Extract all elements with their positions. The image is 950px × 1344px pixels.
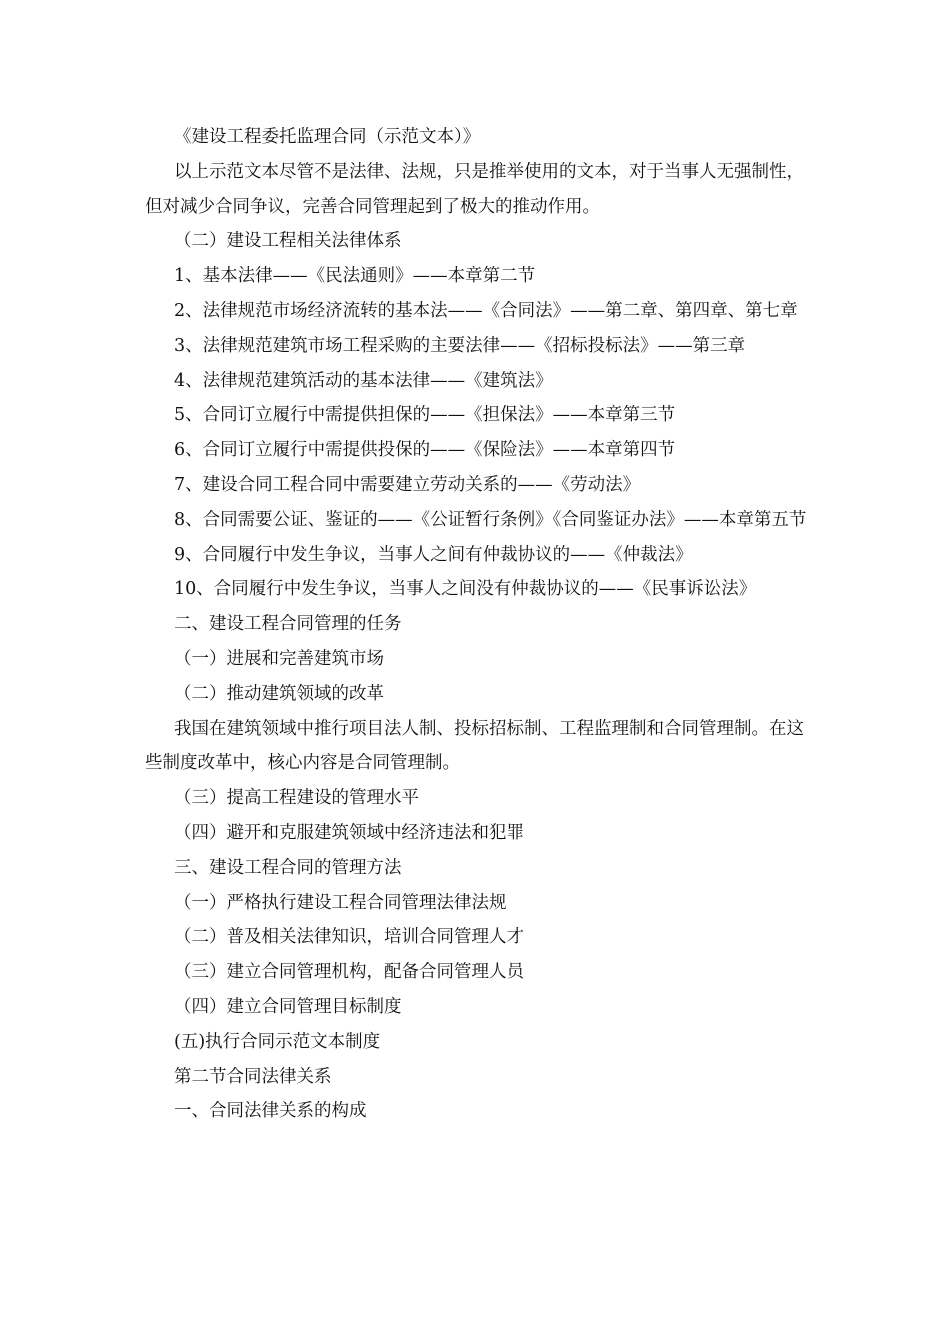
paragraph-19: （四）避开和克服建筑领域中经济违法和犯罪: [174, 822, 524, 843]
paragraph-6: 3、法律规范建筑市场工程采购的主要法律——《招标投标法》——第三章: [174, 335, 746, 356]
paragraph-4: 1、基本法律——《民法通则》——本章第二节: [174, 266, 536, 287]
paragraph-18: （三）提高工程建设的管理水平: [174, 788, 419, 809]
paragraph-10: 7、建设合同工程合同中需要建立劳动关系的——《劳动法》: [174, 474, 641, 495]
paragraph-14: 二、建设工程合同管理的任务: [174, 614, 402, 635]
paragraph-22: （二）普及相关法律知识，培训合同管理人才: [174, 927, 524, 948]
paragraph-11: 8、合同需要公证、鉴证的——《公证暂行条例》《合同鉴证办法》——本章第五节: [174, 509, 807, 530]
paragraph-15: （一）进展和完善建筑市场: [174, 648, 384, 669]
document-body: [145, 120, 815, 1129]
paragraph-1: 《建设工程委托监理合同（示范文本）》: [174, 127, 481, 147]
paragraph-5: 2、法律规范市场经济流转的基本法——《合同法》——第二章、第四章、第七章: [174, 300, 798, 321]
paragraph-16: （二）推动建筑领域的改革: [174, 683, 384, 704]
paragraph-2: 以上示范文本尽管不是法律、法规，只是推举使用的文本，对于当事人无强制性，但对减少合同争议，完善合同管理起到了极大的推动作用。: [145, 161, 804, 217]
paragraph-12: 9、合同履行中发生争议，当事人之间有仲裁协议的——《仲裁法》: [174, 544, 693, 565]
paragraph-3: （二）建设工程相关法律体系: [174, 231, 402, 252]
paragraph-27: 一、合同法律关系的构成: [174, 1101, 367, 1122]
paragraph-26: 第二节合同法律关系: [174, 1066, 332, 1087]
paragraph-7: 4、法律规范建筑活动的基本法律——《建筑法》: [174, 370, 553, 391]
paragraph-13: 10、合同履行中发生争议，当事人之间没有仲裁协议的——《民事诉讼法》: [174, 579, 757, 600]
paragraph-20: 三、建设工程合同的管理方法: [174, 857, 402, 878]
paragraph-23: （三）建立合同管理机构，配备合同管理人员: [174, 962, 524, 983]
paragraph-24: （四）建立合同管理目标制度: [174, 996, 402, 1017]
paragraph-9: 6、合同订立履行中需提供投保的——《保险法》——本章第四节: [174, 440, 676, 461]
paragraph-25: (五)执行合同示范文本制度: [174, 1031, 381, 1052]
paragraph-17: 我国在建筑领域中推行项目法人制、投标招标制、工程监理制和合同管理制。在这些制度改革中，核心内容是合同管理制。: [145, 718, 804, 774]
paragraph-21: （一）严格执行建设工程合同管理法律法规: [174, 892, 507, 913]
paragraph-8: 5、合同订立履行中需提供担保的——《担保法》——本章第三节: [174, 405, 676, 426]
